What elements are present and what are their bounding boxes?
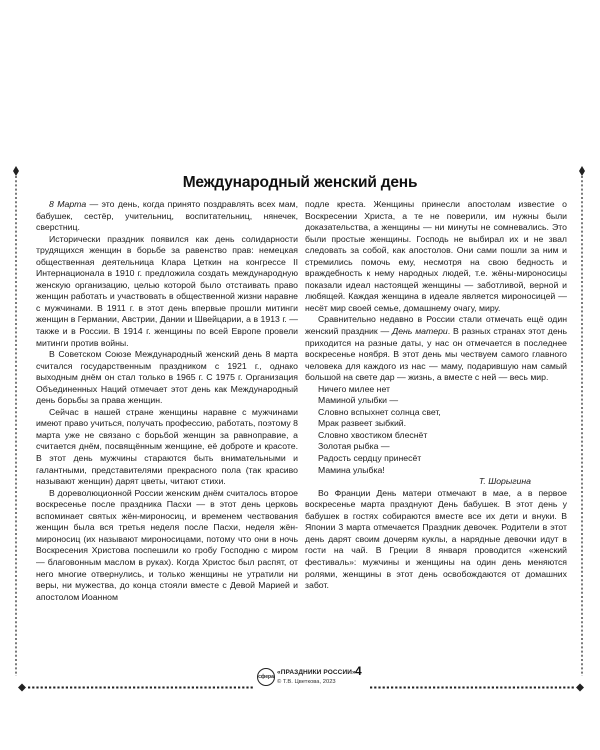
poem-line: Радость сердцу принесёт — [318, 453, 422, 464]
top-right-corner-ornament — [576, 164, 588, 176]
paragraph: Во Франции День матери отмечают в мае, а в первое воскресенье марта празднуют День бабушек. В этот день у бабушек в гостях собираются вместе все их дети и внуки. В Японии 3 марта отмечается Праздник девочек. Родители в этот день дарят своим дочерям куклы, а нарядные девочки идут в гости на чай. В Греции 8 января проводится «женский фестиваль»: мужчины и женщины на один день меняются ролями, женщины в этот день освобождаются от домашних забот. — [305, 487, 567, 591]
series-title: «ПРАЗДНИКИ РОССИИ» — [277, 669, 356, 676]
paragraph-text: . В разных странах этот день приходится на разные даты, у нас он отмечается в последнее воскресенье ноября. В этот день мы чествуем самого главного человека для каждого из нас — маму, подарившую нам самый большой на свете дар — жизнь, а вместе с ней — весь мир. — [305, 326, 567, 383]
left-border-ornament — [14, 176, 18, 676]
right-border-ornament — [580, 176, 584, 676]
poem-line: Ничего милее нет — [318, 383, 390, 394]
paragraph: Сейчас в нашей стране женщины наравне с мужчинами имеют право учиться, получать профессию, работать, поэтому 8 марта уже не связано с борьбой женщин за равноправие, а считается днём, посвящённым женщине, её доброте и красоте. В этот день мужчины стараются быть внимательными и галантными, представителями прекрасного пола (так красиво называют женщин) дарят цветы, читают стихи. — [36, 406, 298, 487]
paragraph: В дореволюционной России женским днём считалось второе воскресенье после праздника Пасхи — в этот день церковь вспоминает святых жён-мироносиц, и временем чествования женщин была вся третья неделя после Пасхи, неделя жён-мироносиц (их называют мироносицами, потому что они в ночь Воскресения Христова поспешили ко гробу Господню с миром — благовонным маслом в руках). Когда Христос был распят, от него многие отвернулись, и только женщины не утратили ни веры, ни мужества, до конца стояли вместе с Девой Марией и апостолом Иоанном — [36, 487, 298, 602]
copyright: © Т.В. Цветкова, 2023 — [277, 679, 336, 685]
poem-line: Золотая рыбка — — [318, 441, 390, 452]
poem-line: Мамина улыбка! — [318, 464, 385, 475]
paragraph: В Советском Союзе Международный женский день 8 марта считался государственным праздником с 1921 г., однако выходным днём он стал только в 1965 г. С 1975 г. Организация Объединенных Наций отмечает этот день как Международный день борьбы за права женщин. — [36, 349, 298, 406]
bottom-right-ornament — [370, 679, 584, 688]
poem-line: Маминой улыбки — — [318, 395, 399, 406]
top-left-corner-ornament — [10, 164, 22, 176]
poem-line: Словно хвостиком блеснёт — [318, 429, 428, 440]
left-column — [36, 199, 298, 603]
holiday-name-emphasis: День матери — [392, 326, 448, 337]
paragraph: подле креста. Женщины принесли апостолам известие о Воскресении Христа, а те не поверили, им нужны были доказательства, а женщины — ни минуты не сомневались. Это были простые женщины. Господь не выбирал их и не звал следовать за собой, как апостолов. Они сами пошли за ним и стремились помочь ему, несмотря на свою бедность и враждебность к нему народных людей, т.е. жёны-мироносицы показали идеал настоящей женщины — заботливой, верной и любящей. Каждая женщина в идеале является мироносицей — несёт мир своей семье, домашнему очагу, миру. — [305, 199, 567, 313]
poem-author: Т. Шорыгина — [478, 476, 531, 487]
right-column — [305, 199, 567, 592]
page-title: Международный женский день — [182, 174, 418, 191]
paragraph — [36, 199, 298, 234]
poem-line: Словно вспыхнет солнца свет, — [318, 406, 441, 417]
bottom-left-ornament — [18, 679, 253, 688]
paragraph-text: — это день, когда принято поздравлять всех мам, бабушек, сестёр, учительниц, воспитательниц, нянечек, сверстниц. — [36, 199, 298, 233]
paragraph — [305, 314, 567, 383]
publisher-logo: сфера — [257, 668, 275, 686]
paragraph: Исторически праздник появился как день солидарности трудящихся женщин в борьбе за равенство прав: немецкая общественная деятельница Клара Цеткин на конгрессе II Интернационала в 1910 г. предложила создать международную женскую организацию, целью которой было отстаивать право женщин работать и участвовать в общественной жизни наравне с мужчинами. В 1911 г. в этот день впервые прошли митинги женщин в Германии, Австрии, Дании и Швейцарии, а в 1913 г. — также и в России. В 1914 г. женщины по всей Европе провели митинги против войны. — [36, 233, 298, 348]
poem — [318, 384, 567, 476]
poem-line: Мрак развеет зыбкий. — [318, 418, 407, 429]
paragraph-text: Сравнительно недавно в России стали отмечать ещё один женский праздник — — [305, 314, 567, 337]
page-number: 4 — [355, 664, 362, 678]
date-emphasis: 8 Марта — [49, 199, 87, 209]
